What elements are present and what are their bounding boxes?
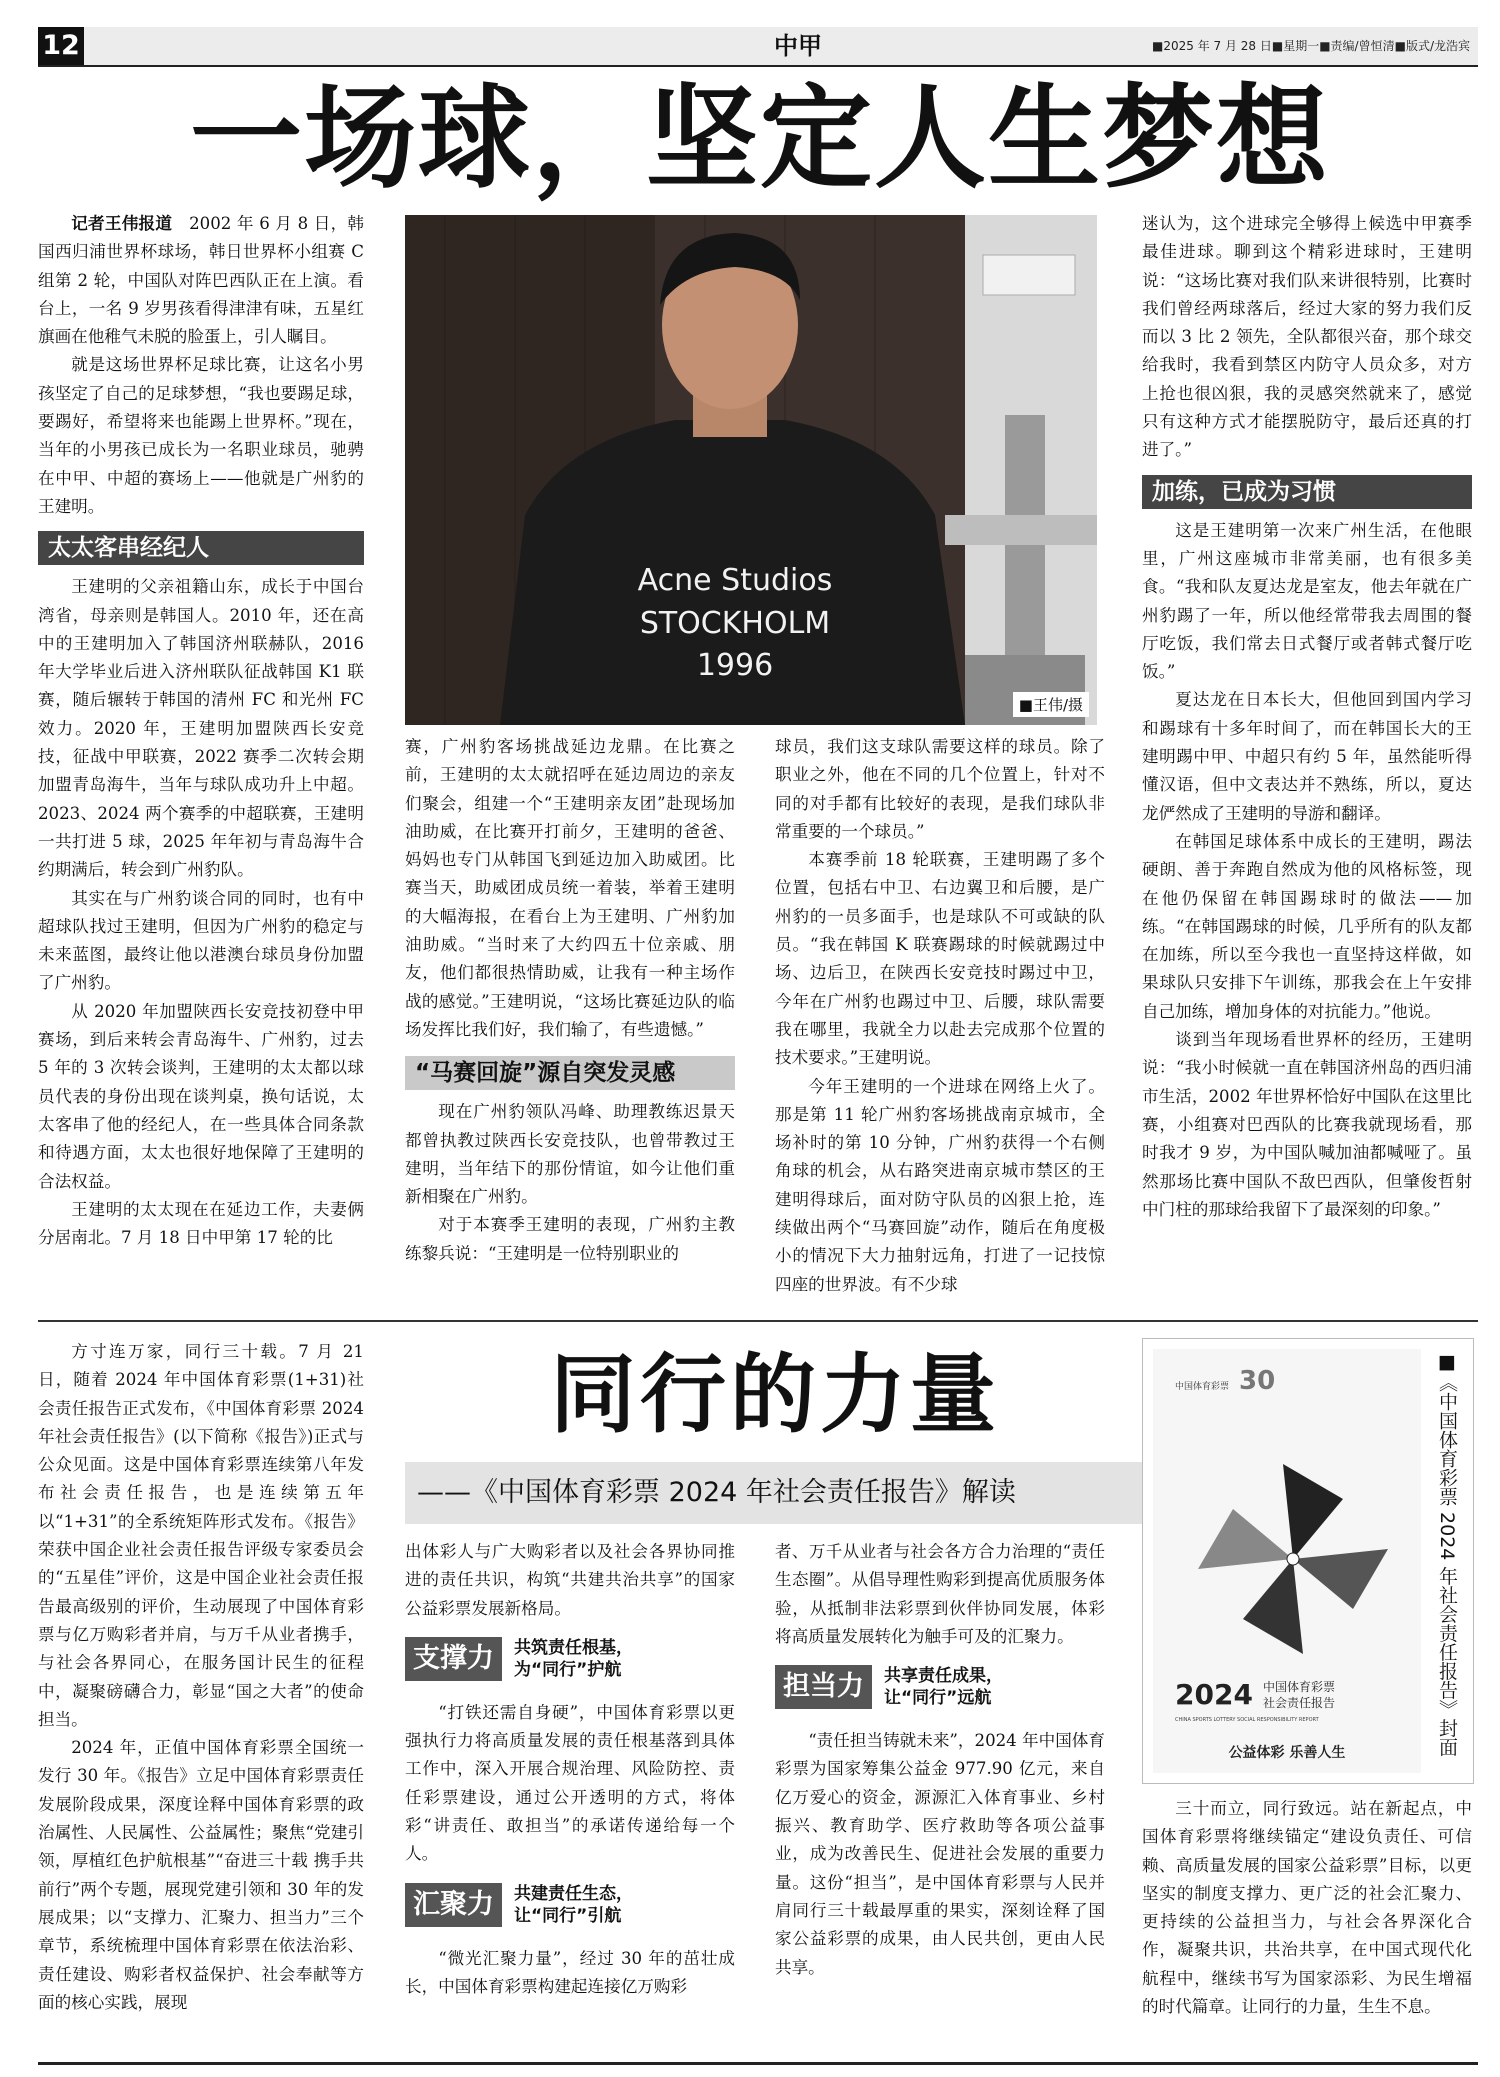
cover-caption: ■《中国体育彩票 2024 年社会责任报告》封面 [1436,1351,1458,1757]
paragraph [38,210,364,351]
byline: 记者王伟报道 [71,214,173,233]
page-bottom-rule [38,2062,1478,2065]
section-desc [514,1883,633,1927]
story2-column-3 [775,1538,1105,1982]
cover-year: 2024 [1175,1678,1253,1711]
shirt-text-3: 1996 [696,648,774,683]
report-cover [1142,1338,1474,1784]
cover-anniversary: 30 [1239,1366,1276,1396]
section-desc-line: 让“同行”远航 [884,1688,992,1709]
section-desc-line: 共建责任生态， [514,1883,633,1904]
story1-column-1 [38,210,364,1252]
dateline: ■2025 年 7 月 28 日■星期一■责编/曾恒清■版式/龙浩宾 [1152,39,1470,53]
paragraph: 三十而立，同行致远。站在新起点，中国体育彩票将继续锚定“建设负责任、可信赖、高质量发展的国家公益彩票”目标，以更坚实的制度支撑力、更广泛的社会汇聚力、更持续的公益担当力，与社会各界深化合作，凝聚共识，共治共享，在中国式现代化航程中，继续书写为国家添彩、为民生增福的时代篇章。让同行的力量，生生不息。 [1142,1799,1472,2017]
paragraph: 王建明的太太现在在延边工作，夫妻俩分居南北。7 月 18 日中甲第 17 轮的比 [38,1199,364,1248]
section-tag: 支撑力 [405,1637,502,1681]
page-number: 12 [38,27,84,65]
paragraph: 今年王建明的一个进球在网络上火了。那是第 11 轮广州豹客场挑战南京城市，全场补时的第 10 分钟，广州豹获得一个右侧角球的机会，从右路突进南京城市禁区的王建明得球后，面对防守队员的凶狠上抢，连续做出两个“马赛回旋”动作，随后在角度极小的情况下大力抽射远角，打进了一记技惊四座的世界波。有不少球 [775,1076,1105,1294]
story1-column-2 [405,733,735,1268]
cover-english: CHINA SPORTS LOTTERY SOCIAL RESPONSIBILITY REPORT [1175,1717,1319,1723]
story1-column-4 [1142,210,1472,1224]
section-desc [514,1637,633,1681]
paragraph: “责任担当铸就未来”，2024 年中国体育彩票为国家筹集公益金 977.90 亿元，来自亿万爱心的资金，源源汇入体育事业、乡村振兴、教育助学、医疗救助等各项公益事业，成为改善民生、促进社会发展的重要力量。这份“担当”，是中国体育彩票与人民并肩同行三十载最厚重的果实，深刻诠释了国家公益彩票的成果，由人民共创，更由人民共享。 [775,1731,1105,1977]
paragraph-text: 2002 年 6 月 8 日，韩国西归浦世界杯球场，韩日世界杯小组赛 C 组第 2 轮，中国队对阵巴西队正在上演。看台上，一名 9 岁男孩看得津津有味，五星红旗画在他稚气未脱的脸蛋上，引人瞩目。 [38,214,365,347]
story2-column-2 [405,1538,735,2001]
section-desc-line: 共筑责任根基， [514,1637,633,1658]
photo-credit: ■王伟/摄 [1013,692,1089,717]
section-label-support [405,1637,735,1681]
paragraph: 从 2020 年加盟陕西长安竞技初登中甲赛场，到后来转会青岛海牛、广州豹，过去 5 年的 3 次转会谈判，王建明的太太都以球员代表的身份出现在谈判桌，换句话说，太太客串了他的经纪人，在一些具体合同条款和待遇方面，太太也很好地保障了王建明的合法权益。 [38,1001,364,1191]
story-divider [38,1320,1478,1322]
paragraph: 迷认为，这个进球完全够得上候选中甲赛季最佳进球。聊到这个精彩进球时，王建明说：“这场比赛对我们队来讲很特别，比赛时我们曾经两球落后，经过大家的努力我们反而以 3 比 2 领先，全队都很兴奋，那个球交给我时，我看到禁区内防守人员众多，对方上抢也很凶狠，我的灵感突然就来了，感觉只有这种方式才能摆脱防守，最后还真的打进了。” [1142,214,1472,460]
story1-column-3 [775,733,1105,1299]
section-label-responsibility [775,1665,1105,1709]
subtitle-story2: ——《中国体育彩票 2024 年社会责任报告》解读 [405,1462,1145,1524]
paragraph: “微光汇聚力量”，经过 30 年的茁壮成长，中国体育彩票构建起连接亿万购彩 [405,1948,735,1996]
paragraph: 夏达龙在日本长大，但他回到国内学习和踢球有十多年时间了，而在韩国长大的王建明踢中甲、中超只有约 5 年，虽然能听得懂汉语，但中文表达并不熟练，所以，夏达龙俨然成了王建明的导游和翻译。 [1142,690,1472,823]
section-tag: 担当力 [775,1665,872,1709]
paragraph: 方寸连万家，同行三十载。7 月 21 日，随着 2024 年中国体育彩票(1+31)社会责任报告正式发布，《中国体育彩票 2024 年社会责任报告》(以下简称《报告》)正式与公众见面。这是中国体育彩票连续第八年发布社会责任报告，也是连续第五年以“1+31”的全系统矩阵形式发布。《报告》荣获中国企业社会责任报告评级专家委员会的“五星佳”评价，这是中国企业社会责任报告最高级别的评价，生动展现了中国体育彩票与亿万购彩者并肩，与万千从业者携手，与社会各界同心，在服务国计民生的征程中，凝聚磅礴合力，彰显“国之大者”的使命担当。 [38,1342,364,1729]
shirt-text-1: Acne Studios [637,563,833,598]
section-desc-line: 为“同行”护航 [514,1659,622,1680]
paragraph: 者、万千从业者与社会各方合力治理的“责任生态圈”。从倡导理性购彩到提高优质服务体验，从抵制非法彩票到伙伴协同发展，体彩将高质量发展转化为触手可及的汇聚力。 [775,1542,1105,1646]
paragraph: 就是这场世界杯足球比赛，让这名小男孩坚定了自己的足球梦想，“我也要踢足球，要踢好，希望将来也能踢上世界杯。”现在，当年的小男孩已成长为一名职业球员，驰骋在中甲、中超的赛场上——他就是广州豹的王建明。 [38,355,364,516]
cover-slogan: 公益体彩 乐善人生 [1228,1745,1346,1761]
paragraph: 2024 年，正值中国体育彩票全国统一发行 30 年。《报告》立足中国体育彩票责任发展阶段成果，深度诠释中国体育彩票的政治属性、人民属性、公益属性；聚焦“党建引领，厚植红色护航根基”“奋进三十载 携手共前行”两个专题，展现党建引领和 30 年的发展成果；以“支撑力、汇聚力、担当力”三个章节，系统梳理中国体育彩票在依法治彩、责任建设、购彩者权益保护、社会奉献等方面的核心实践，展现 [38,1738,364,2012]
cover-title-1: 中国体育彩票 [1263,1680,1336,1694]
report-cover-image [1153,1349,1421,1773]
paragraph: “打铁还需自身硬”，中国体育彩票以更强执行力将高质量发展的责任根基落到具体工作中，深入开展合规治理、风险防控、责任彩票建设，通过公开透明的方式，将体彩“讲责任、敢担当”的承诺传递给每一个人。 [405,1702,735,1864]
paragraph: 球员，我们这支球队需要这样的球员。除了职业之外，他在不同的几个位置上，针对不同的对手都有比较好的表现，是我们球队非常重要的一个球员。” [775,737,1105,841]
paragraph: 谈到当年现场看世界杯的经历，王建明说：“我小时候就一直在韩国济州岛的西归浦市生活，2002 年世界杯恰好中国队在这里比赛，小组赛对巴西队的比赛我就现场看，那时我才 9 岁，为中国队喊加油都喊哑了。虽然那场比赛中国队不敌巴西队，但肇俊哲射中门柱的那球给我留下了最深刻的印象。” [1142,1030,1472,1219]
section-tag: 汇聚力 [405,1883,502,1927]
section-label-gather [405,1883,735,1927]
cover-brand: 中国体育彩票 [1175,1382,1230,1392]
paragraph: 这是王建明第一次来广州生活，在他眼里，广州这座城市非常美丽，也有很多美食。“我和队友夏达龙是室友，他去年就在广州豹踢了一年，所以他经常带我去周围的餐厅吃饭，我们常去日式餐厅或者韩式餐厅吃饭。” [1142,520,1472,682]
shirt-text-2: STOCKHOLM [639,606,831,641]
headline-story1: 一场球，坚定人生梦想 [190,74,1330,204]
section-name: 中甲 [774,32,822,60]
paragraph: 现在广州豹领队冯峰、助理教练迟景天都曾执教过陕西长安竞技队，也曾带教过王建明，当年结下的那份情谊，如今让他们重新相聚在广州豹。 [405,1102,735,1207]
story2-column-4 [1142,1795,1472,2021]
masthead-bar [38,27,1478,67]
subhead-agent: 太太客串经纪人 [38,531,364,565]
paragraph: 在韩国足球体系中成长的王建明，踢法硬朗、善于奔跑自然成为他的风格标签，现在他仍保留在韩国踢球时的做法——加练。“在韩国踢球的时候，几乎所有的队友都在加练，所以至今我也一直坚持这样做，如果球队只安排下午训练，那我会在上午安排自己加练，增加身体的对抗能力。”他说。 [1142,831,1472,1021]
paragraph: 赛，广州豹客场挑战延边龙鼎。在比赛之前，王建明的太太就招呼在延边周边的亲友们聚会，组建一个“王建明亲友团”赴现场加油助威，在比赛开打前夕，王建明的爸爸、妈妈也专门从韩国飞到延边加入助威团。比赛当天，助威团成员统一着装，举着王建明的大幅海报，在看台上为王建明、广州豹加油助威。“当时来了大约四五十位亲戚、朋友，他们都很热情助威，让我有一种主场作战的感觉。”王建明说，“这场比赛延边队的临场发挥比我们好，我们输了，有些遗憾。” [405,737,735,1039]
section-desc-line: 共享责任成果， [884,1666,1003,1687]
paragraph: 出体彩人与广大购彩者以及社会各界协同推进的责任共识，构筑“共建共治共享”的国家公益彩票发展新格局。 [405,1542,735,1618]
paragraph: 本赛季前 18 轮联赛，王建明踢了多个位置，包括右中卫、右边翼卫和后腰，是广州豹的一员多面手，也是球队不可或缺的队员。“我在韩国 K 联赛踢球的时候就踢过中场、边后卫，在陕西长安竞技时踢过中卫，今年在广州豹也踢过中卫、后腰，球队需要我在哪里，我就全力以赴去完成那个位置的技术要求。”王建明说。 [775,850,1105,1068]
story2-column-1 [38,1338,364,2017]
paragraph: 其实在与广州豹谈合同的同时，也有中超球队找过王建明，但因为广州豹的稳定与未来蓝图，最终让他以港澳台球员身份加盟了广州豹。 [38,888,364,993]
report-cover-artwork [1153,1349,1421,1773]
paragraph: 对于本赛季王建明的表现，广州豹主教练黎兵说：“王建明是一位特别职业的 [405,1215,735,1263]
subhead-training: 加练，已成为习惯 [1142,475,1472,509]
paragraph: 王建明的父亲祖籍山东，成长于中国台湾省，母亲则是韩国人。2010 年，还在高中的王建明加入了韩国济州联赫队，2016 年大学毕业后进入济州联队征战韩国 K1 联赛，随后辗转于韩国的清州 FC 和光州 FC 效力。2020 年，王建明加盟陕西长安竞技，征战中甲联赛，2022 赛季二次转会期加盟青岛海牛，当年与球队成功升上中超。2023、2024 两个赛季的中超联赛，王建明一共打进 5 球，2025 年年初与青岛海牛合约期满后，转会到广州豹队。 [38,577,364,880]
subhead-marseille: “马赛回旋”源自突发灵感 [405,1056,735,1090]
cover-title-2: 社会责任报告 [1263,1696,1336,1710]
player-photo [405,215,1097,725]
section-desc [884,1665,1003,1709]
section-desc-line: 让“同行”引航 [514,1905,622,1926]
headline-story2: 同行的力量 [550,1345,1000,1445]
player-photo-illustration [405,215,1097,725]
